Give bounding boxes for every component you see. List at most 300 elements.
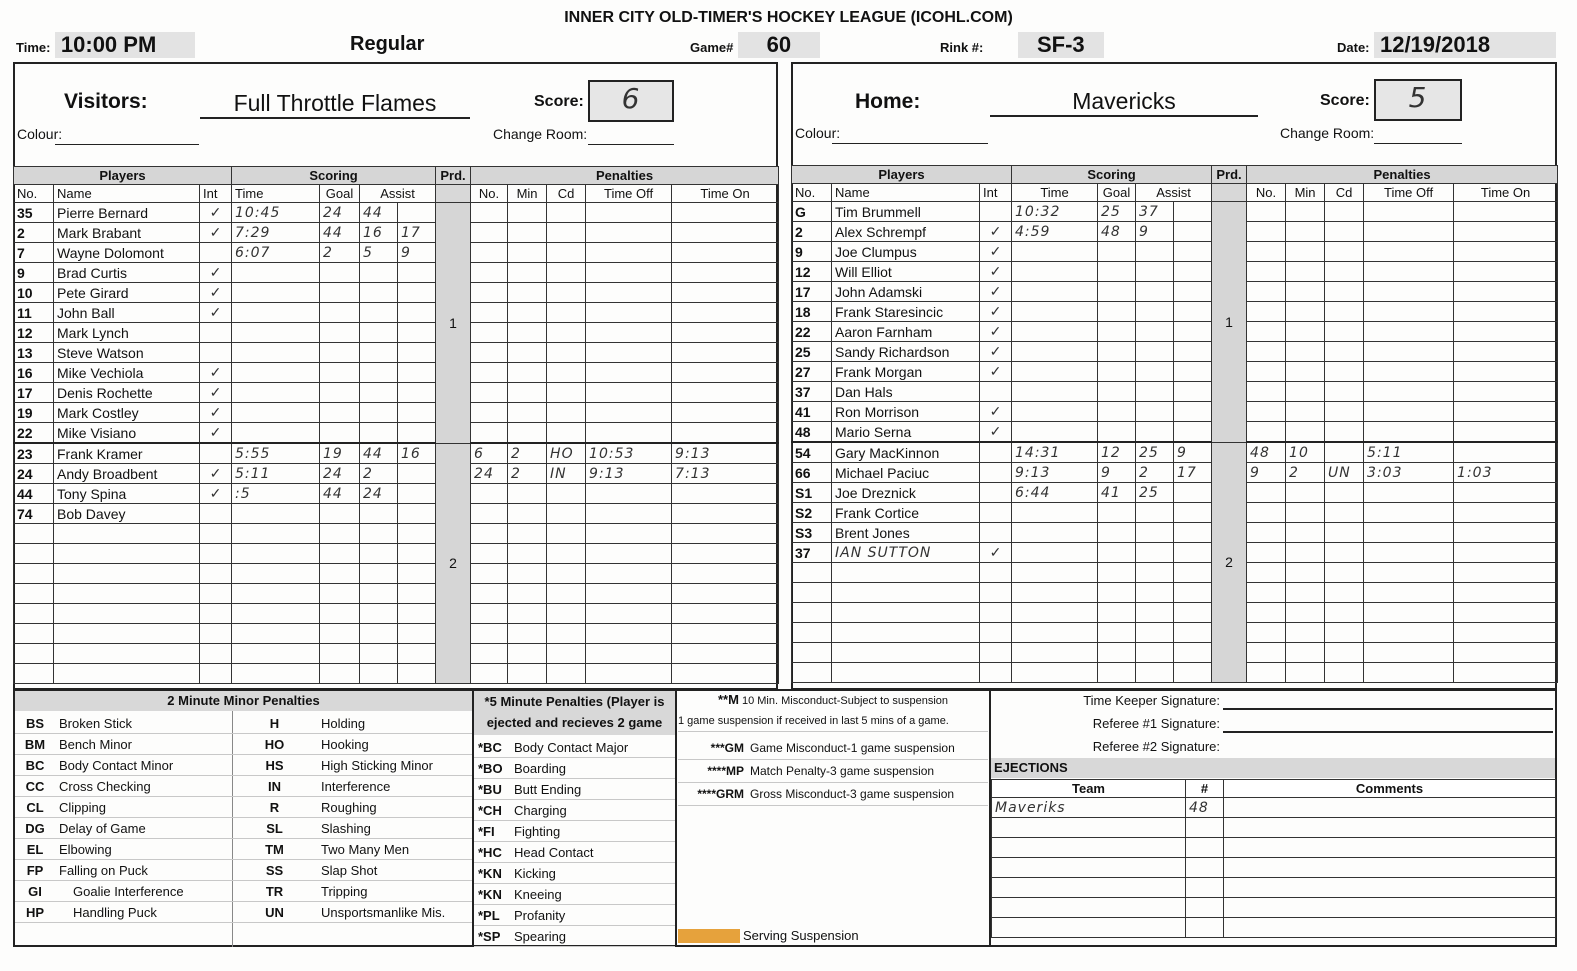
penalty-off xyxy=(586,664,672,684)
penalty-code-row xyxy=(15,713,472,734)
major-penalty-row xyxy=(474,926,675,947)
major-title-line2: ejected and recieves 2 game xyxy=(486,715,663,730)
goal-scorer: 2 xyxy=(320,243,360,263)
player-int-check xyxy=(980,503,1012,523)
assist-1 xyxy=(1136,362,1174,382)
player-number: G xyxy=(792,202,832,222)
ejection-number xyxy=(1186,838,1224,858)
player-int-check: ✓ xyxy=(200,464,232,484)
penalty-code: H xyxy=(232,713,317,734)
visitors-label: Visitors: xyxy=(64,90,148,113)
major-code: *PL xyxy=(474,905,510,926)
penalty-min xyxy=(508,223,547,243)
goal-scorer: 12 xyxy=(1098,442,1136,463)
major-penalty-row xyxy=(474,905,675,926)
misconduct-desc: Match Penalty-3 game suspension xyxy=(750,764,935,778)
player-int-check xyxy=(200,323,232,343)
ejection-team xyxy=(992,818,1186,838)
penalty-off xyxy=(586,283,672,303)
player-number: 37 xyxy=(792,543,832,563)
assist-2 xyxy=(398,544,436,564)
player-number xyxy=(792,603,832,623)
player-row xyxy=(14,544,779,564)
penalty-cd: HO xyxy=(547,443,586,464)
player-row xyxy=(14,504,779,524)
penalty-cd xyxy=(547,283,586,303)
time-label: Time: xyxy=(16,40,51,55)
penalty-off xyxy=(1364,663,1454,683)
goal-scorer xyxy=(1098,382,1136,402)
visitors-colour-line xyxy=(55,144,199,145)
major-code: *BC xyxy=(474,737,510,758)
penalty-code: FP xyxy=(15,860,55,881)
player-name: Steve Watson xyxy=(54,343,200,363)
player-number: 19 xyxy=(14,403,54,423)
player-number xyxy=(14,604,54,624)
col-min: Min xyxy=(508,185,547,203)
player-int-check xyxy=(200,664,232,684)
penalty-on xyxy=(672,403,779,423)
penalty-no xyxy=(1247,603,1286,623)
penalty-cd xyxy=(547,303,586,323)
col-goal: Goal xyxy=(320,185,360,203)
major-code: *SP xyxy=(474,926,510,947)
penalty-cd xyxy=(1325,483,1364,503)
penalty-on xyxy=(1454,362,1558,382)
penalty-desc: Slap Shot xyxy=(317,860,472,881)
major-penalty-row xyxy=(474,737,675,758)
player-number: 74 xyxy=(14,504,54,524)
assist-1: 44 xyxy=(360,203,398,223)
assist-2 xyxy=(398,303,436,323)
penalty-off xyxy=(1364,342,1454,362)
player-row xyxy=(14,223,779,243)
penalty-on xyxy=(1454,282,1558,302)
goal-scorer: 44 xyxy=(320,223,360,243)
penalty-cd xyxy=(1325,523,1364,543)
penalty-cd xyxy=(1325,242,1364,262)
assist-2 xyxy=(1174,402,1212,422)
home-colour-label: Colour: xyxy=(795,125,841,141)
penalty-cd xyxy=(547,243,586,263)
assist-1 xyxy=(360,283,398,303)
serving-suspension-label: Serving Suspension xyxy=(743,928,859,943)
penalty-no xyxy=(471,363,508,383)
goal-time: 5:11 xyxy=(232,464,320,484)
penalty-on xyxy=(672,303,779,323)
penalty-off xyxy=(586,544,672,564)
penalty-min xyxy=(508,203,547,223)
player-int-check: ✓ xyxy=(980,242,1012,262)
penalty-on xyxy=(1454,603,1558,623)
assist-2 xyxy=(1174,543,1212,563)
penalty-on xyxy=(1454,583,1558,603)
penalty-cd xyxy=(547,604,586,624)
player-number xyxy=(14,544,54,564)
major-penalty-row xyxy=(474,758,675,779)
assist-1 xyxy=(360,383,398,403)
goal-time: 14:31 xyxy=(1012,442,1098,463)
penalty-no: 48 xyxy=(1247,442,1286,463)
penalty-cd: UN xyxy=(1325,463,1364,483)
assist-2 xyxy=(398,644,436,664)
goal-scorer xyxy=(320,423,360,444)
penalty-cd xyxy=(1325,623,1364,643)
player-number xyxy=(14,564,54,584)
col-prd xyxy=(436,185,471,203)
player-int-check xyxy=(200,243,232,263)
ejection-row xyxy=(992,878,1556,898)
penalty-min xyxy=(508,624,547,644)
penalty-cd xyxy=(1325,382,1364,402)
penalty-min xyxy=(1286,282,1325,302)
player-name: Michael Paciuc xyxy=(832,463,980,483)
penalty-cd xyxy=(1325,503,1364,523)
penalty-min xyxy=(508,564,547,584)
goal-scorer xyxy=(1098,262,1136,282)
penalty-code: GI xyxy=(15,881,55,902)
player-row xyxy=(14,624,779,644)
col-time-on: Time On xyxy=(672,185,779,203)
penalty-on xyxy=(1454,422,1558,443)
goal-time xyxy=(232,343,320,363)
col-time-on: Time On xyxy=(1454,184,1558,202)
major-code: *KN xyxy=(474,884,510,905)
penalty-off xyxy=(1364,382,1454,402)
player-row xyxy=(792,643,1558,663)
assist-2 xyxy=(1174,623,1212,643)
divider xyxy=(675,689,677,947)
ejections-col-num: # xyxy=(1186,780,1224,798)
penalty-no: 9 xyxy=(1247,463,1286,483)
penalties-header: Penalties xyxy=(471,167,779,185)
penalty-min xyxy=(1286,623,1325,643)
penalty-min xyxy=(1286,503,1325,523)
scoring-header: Scoring xyxy=(232,167,436,185)
major-code: *CH xyxy=(474,800,510,821)
penalty-cd xyxy=(547,403,586,423)
assist-1 xyxy=(360,544,398,564)
assist-2 xyxy=(1174,382,1212,402)
player-row xyxy=(792,262,1558,282)
player-number: 22 xyxy=(14,423,54,444)
goal-scorer xyxy=(1098,422,1136,443)
penalty-code: HP xyxy=(15,902,55,923)
player-row xyxy=(792,503,1558,523)
player-number: 22 xyxy=(792,322,832,342)
assist-1 xyxy=(360,303,398,323)
misconduct-row xyxy=(678,760,988,783)
ejection-number xyxy=(1186,918,1224,938)
penalty-min xyxy=(508,403,547,423)
player-row xyxy=(14,363,779,383)
penalty-on xyxy=(1454,442,1558,463)
goal-time: 6:07 xyxy=(232,243,320,263)
assist-1 xyxy=(1136,523,1174,543)
assist-1: 5 xyxy=(360,243,398,263)
penalty-no xyxy=(1247,362,1286,382)
penalty-code: DG xyxy=(15,818,55,839)
penalty-on xyxy=(1454,222,1558,242)
goal-scorer xyxy=(1098,362,1136,382)
player-row xyxy=(792,222,1558,242)
penalty-on xyxy=(1454,262,1558,282)
penalty-min xyxy=(1286,663,1325,683)
player-row xyxy=(792,543,1558,563)
player-name: Tim Brummell xyxy=(832,202,980,222)
penalty-desc: Handling Puck xyxy=(55,902,232,923)
penalty-on xyxy=(672,564,779,584)
home-score: 5 xyxy=(1374,79,1462,121)
goal-scorer xyxy=(1098,603,1136,623)
player-name: Frank Cortice xyxy=(832,503,980,523)
major-code: *BO xyxy=(474,758,510,779)
penalty-cd xyxy=(547,423,586,444)
period-header: Prd. xyxy=(436,167,471,185)
ejection-row xyxy=(992,798,1556,818)
penalty-min xyxy=(1286,563,1325,583)
player-row xyxy=(14,423,779,444)
penalty-cd xyxy=(1325,202,1364,222)
goal-time xyxy=(1012,342,1098,362)
assist-2 xyxy=(398,624,436,644)
penalty-code: TM xyxy=(232,839,317,860)
player-int-check: ✓ xyxy=(200,283,232,303)
player-name: Will Elliot xyxy=(832,262,980,282)
penalty-cd xyxy=(547,524,586,544)
major-desc: Kneeing xyxy=(510,884,675,905)
visitors-team-name: Full Throttle Flames xyxy=(200,90,470,119)
penalty-desc: Clipping xyxy=(55,797,232,818)
player-name xyxy=(832,583,980,603)
player-number: 27 xyxy=(792,362,832,382)
goal-time xyxy=(1012,382,1098,402)
assist-1 xyxy=(1136,382,1174,402)
col-int: Int xyxy=(200,185,232,203)
misconduct-block xyxy=(678,692,988,732)
referee1-sig-line[interactable] xyxy=(1223,731,1553,733)
date-field xyxy=(1337,32,1556,58)
goal-scorer xyxy=(320,604,360,624)
goal-time: 6:44 xyxy=(1012,483,1098,503)
ejection-number xyxy=(1186,898,1224,918)
goal-scorer xyxy=(320,383,360,403)
penalty-no: 6 xyxy=(471,443,508,464)
penalty-no xyxy=(471,564,508,584)
player-row xyxy=(14,263,779,283)
assist-1: 25 xyxy=(1136,442,1174,463)
misconduct-row xyxy=(678,737,988,760)
referee2-sig-label: Referee #2 Signature: xyxy=(1092,739,1220,754)
timekeeper-sig-label: Time Keeper Signature: xyxy=(1083,693,1220,708)
major-code: *BU xyxy=(474,779,510,800)
player-row xyxy=(792,302,1558,322)
player-row xyxy=(14,464,779,484)
player-row xyxy=(792,583,1558,603)
player-name xyxy=(54,604,200,624)
player-number xyxy=(14,524,54,544)
penalty-no xyxy=(1247,282,1286,302)
penalty-on: 7:13 xyxy=(672,464,779,484)
penalty-no: 24 xyxy=(471,464,508,484)
penalty-off xyxy=(1364,643,1454,663)
player-int-check xyxy=(200,524,232,544)
player-int-check xyxy=(200,584,232,604)
penalty-no xyxy=(471,644,508,664)
goal-scorer: 24 xyxy=(320,464,360,484)
assist-2 xyxy=(1174,202,1212,222)
misconduct-code: **M xyxy=(717,692,739,707)
player-int-check xyxy=(200,604,232,624)
penalty-cd xyxy=(547,664,586,684)
penalty-off xyxy=(1364,262,1454,282)
penalty-cd xyxy=(547,223,586,243)
time-field xyxy=(16,32,195,58)
penalty-min xyxy=(508,323,547,343)
goal-scorer xyxy=(320,263,360,283)
penalty-cd xyxy=(547,504,586,524)
major-title-line1: *5 Minute Penalties (Player is xyxy=(484,694,665,709)
player-number: 7 xyxy=(14,243,54,263)
col-goal: Goal xyxy=(1098,184,1136,202)
goal-scorer xyxy=(1098,563,1136,583)
penalty-off xyxy=(1364,563,1454,583)
penalty-min xyxy=(1286,583,1325,603)
assist-2 xyxy=(398,203,436,223)
player-int-check: ✓ xyxy=(200,423,232,444)
penalty-cd xyxy=(547,263,586,283)
penalty-min xyxy=(508,423,547,444)
player-name: Mike Vechiola xyxy=(54,363,200,383)
penalty-on xyxy=(672,263,779,283)
ejection-comments xyxy=(1224,858,1556,878)
penalty-no xyxy=(1247,322,1286,342)
penalty-on xyxy=(672,484,779,504)
penalty-on xyxy=(672,644,779,664)
player-row xyxy=(14,644,779,664)
player-row xyxy=(14,584,779,604)
goal-time: 7:29 xyxy=(232,223,320,243)
penalty-off xyxy=(1364,603,1454,623)
penalty-no xyxy=(1247,563,1286,583)
major-desc: Boarding xyxy=(510,758,675,779)
goal-scorer xyxy=(1098,282,1136,302)
player-name: Frank Kramer xyxy=(54,443,200,464)
penalty-on xyxy=(672,223,779,243)
player-row xyxy=(14,403,779,423)
goal-time xyxy=(1012,623,1098,643)
goal-time: 9:13 xyxy=(1012,463,1098,483)
major-penalty-row xyxy=(474,779,675,800)
penalty-no xyxy=(471,423,508,444)
penalty-on xyxy=(672,343,779,363)
goal-scorer xyxy=(320,343,360,363)
penalty-code: R xyxy=(232,797,317,818)
player-name xyxy=(832,623,980,643)
period-1: 1 xyxy=(1212,202,1247,443)
misconduct-desc2: 1 game suspension if received in last 5 mins of a game. xyxy=(678,715,988,732)
player-name: Tony Spina xyxy=(54,484,200,504)
assist-2 xyxy=(398,423,436,444)
penalty-cd xyxy=(547,363,586,383)
penalty-desc: Cross Checking xyxy=(55,776,232,797)
penalty-on xyxy=(672,283,779,303)
penalty-desc: Two Many Men xyxy=(317,839,472,860)
assist-2 xyxy=(1174,222,1212,242)
goal-time xyxy=(1012,422,1098,443)
assist-1 xyxy=(1136,563,1174,583)
assist-2 xyxy=(398,664,436,684)
player-name xyxy=(54,664,200,684)
penalty-off xyxy=(586,363,672,383)
player-name xyxy=(54,544,200,564)
penalty-off xyxy=(1364,242,1454,262)
player-int-check xyxy=(980,603,1012,623)
player-int-check: ✓ xyxy=(200,383,232,403)
major-desc: Charging xyxy=(510,800,675,821)
home-label: Home: xyxy=(855,90,921,113)
player-row xyxy=(792,402,1558,422)
player-name: Brent Jones xyxy=(832,523,980,543)
goal-time xyxy=(1012,663,1098,683)
goal-scorer xyxy=(320,504,360,524)
penalty-min xyxy=(508,343,547,363)
player-row xyxy=(14,303,779,323)
assist-2 xyxy=(1174,282,1212,302)
misconduct-code: ****MP xyxy=(707,764,744,778)
penalty-off xyxy=(586,263,672,283)
player-number: 25 xyxy=(792,342,832,362)
penalty-code: UN xyxy=(232,902,317,923)
referee1-sig-label: Referee #1 Signature: xyxy=(1092,716,1220,731)
player-int-check: ✓ xyxy=(980,342,1012,362)
player-number xyxy=(792,563,832,583)
visitors-score-table xyxy=(13,166,779,684)
scoring-header: Scoring xyxy=(1012,166,1212,184)
visitors-score-label: Score: xyxy=(534,93,584,110)
penalty-on xyxy=(1454,563,1558,583)
ejections-table xyxy=(991,779,1556,938)
ejection-comments xyxy=(1224,878,1556,898)
penalty-code-row xyxy=(15,839,472,860)
goal-scorer xyxy=(320,664,360,684)
goal-scorer: 24 xyxy=(320,203,360,223)
penalty-off xyxy=(1364,322,1454,342)
penalty-off xyxy=(1364,623,1454,643)
player-name xyxy=(832,603,980,623)
penalty-no xyxy=(1247,302,1286,322)
penalty-no xyxy=(471,283,508,303)
penalty-cd xyxy=(1325,643,1364,663)
player-name xyxy=(54,584,200,604)
player-number: 48 xyxy=(792,422,832,443)
goal-time xyxy=(232,604,320,624)
assist-1 xyxy=(1136,342,1174,362)
assist-1 xyxy=(1136,262,1174,282)
assist-1 xyxy=(360,363,398,383)
player-name: Frank Morgan xyxy=(832,362,980,382)
player-name: John Ball xyxy=(54,303,200,323)
penalty-code-row xyxy=(15,902,472,923)
player-row xyxy=(792,483,1558,503)
penalty-off xyxy=(586,584,672,604)
penalty-on: 1:03 xyxy=(1454,463,1558,483)
player-number: 66 xyxy=(792,463,832,483)
period-2: 2 xyxy=(1212,442,1247,683)
minor-penalties-table xyxy=(15,713,472,923)
player-number: 13 xyxy=(14,343,54,363)
timekeeper-sig-line[interactable] xyxy=(1223,708,1553,710)
